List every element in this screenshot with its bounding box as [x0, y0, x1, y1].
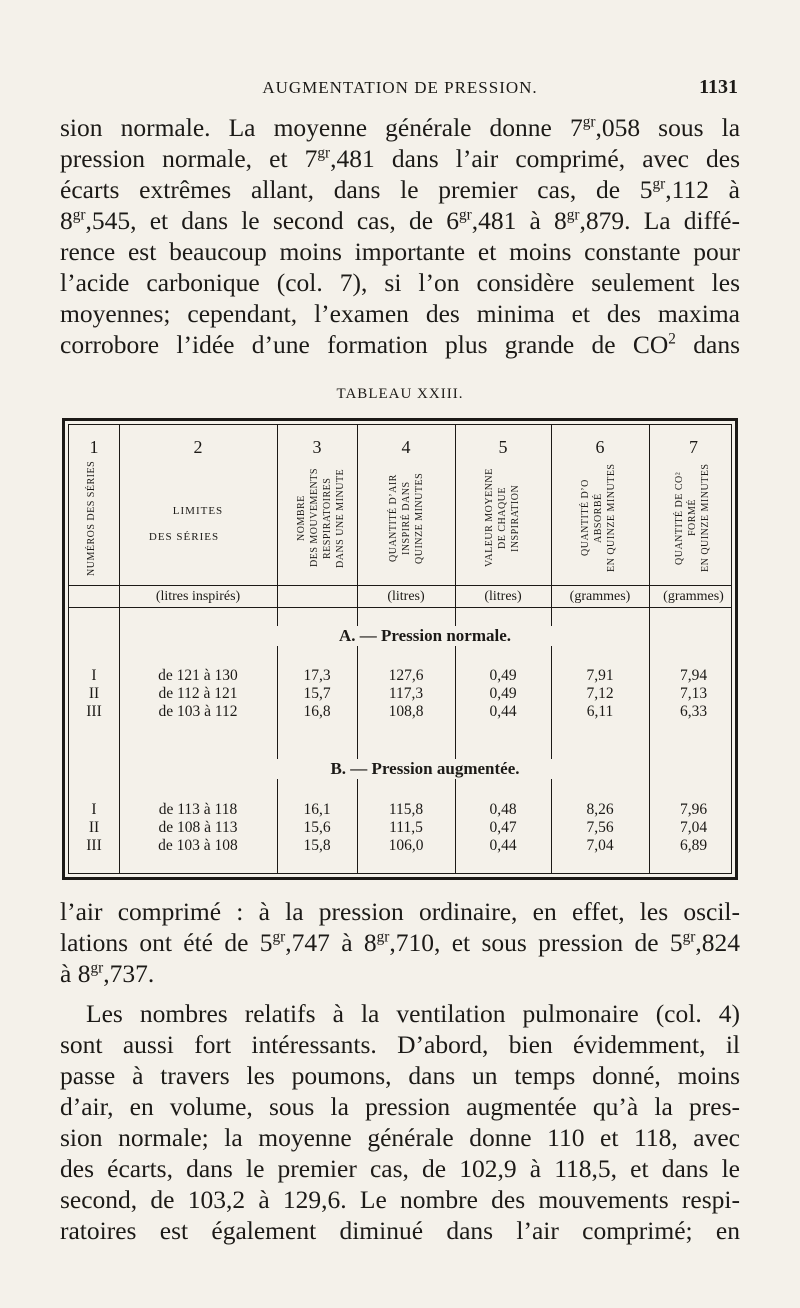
text-line: Les nombres relatifs à la ventilation pulmonaire (col. 4)	[86, 999, 740, 1028]
unit-grams: (grammes)	[569, 589, 631, 604]
table-cell: 7,56	[586, 819, 614, 836]
table-cell: 16,1	[303, 801, 331, 818]
text-line: $8^{gr},545$, et dans le second cas, de $6^{gr},481$ à $8^{gr},879$. La diffé-	[60, 206, 740, 235]
page-header	[60, 78, 740, 104]
text-line: lations ont été de $5^{gr},747$ à $8^{gr},710$, et sous pression de $5^{gr},824$	[60, 928, 740, 957]
paragraph-2	[60, 896, 740, 989]
col-number-4: 4	[401, 437, 411, 457]
table-cell: 0,47	[489, 819, 517, 836]
header-line: NOMBRE	[296, 495, 307, 541]
text-line: rence est beaucoup moins importante et moins constante pour	[60, 237, 740, 266]
table-cell: 17,3	[303, 667, 331, 684]
header-line: QUANTITÉ D’O	[580, 479, 591, 557]
table-cell: III	[86, 837, 102, 854]
table-cell: 0,44	[489, 703, 517, 720]
table-cell: 15,8	[303, 837, 331, 854]
header-limits-1: LIMITES	[172, 505, 224, 517]
page-number: 1131	[699, 76, 738, 98]
table-cell: 117,3	[388, 685, 424, 702]
unit-litres: (litres)	[484, 589, 522, 604]
table-cell: 106,0	[388, 837, 424, 854]
header-line: INSPIRÉ DANS	[401, 481, 412, 555]
text-line: des écarts, dans le premier cas, de 102,9 à 118,5, et dans le	[60, 1154, 740, 1183]
section-b-heading: B. — Pression augmentée.	[255, 759, 595, 779]
header-co2-formed	[673, 453, 712, 583]
table-cell: 0,49	[489, 685, 517, 702]
text-line: ratoires est également diminué dans l’air comprimé; en	[60, 1216, 740, 1245]
table-cell: I	[91, 667, 97, 684]
text-line: sont aussi fort intéressants. D’abord, bien évidemment, il	[60, 1030, 740, 1059]
table-title: TABLEAU XXIII.	[336, 386, 464, 402]
table-cell: 115,8	[388, 801, 424, 818]
text-line: pression normale, et $7^{gr},481$ dans l’air comprimé, avec des	[60, 144, 740, 173]
paragraph-2-text	[60, 896, 740, 989]
text-line: second, de 103,2 à 129,6. Le nombre des mouvements respi-	[60, 1185, 740, 1214]
table-cell: de 103 à 108	[158, 837, 238, 854]
table-cell: de 103 à 112	[158, 703, 238, 720]
header-line: FORMÉ	[687, 499, 698, 537]
unit-litres-inspired: (litres inspirés)	[155, 589, 241, 604]
table-cell: 7,04	[679, 819, 708, 836]
col-number-2: 2	[193, 437, 203, 457]
header-rule	[68, 585, 732, 586]
table-cell: 7,12	[586, 685, 614, 702]
table-cell: de 113 à 118	[158, 801, 238, 818]
header-line: EN QUINZE MINUTES	[606, 463, 617, 573]
header-mean-inspiration	[483, 453, 522, 583]
text-line: à $8^{gr},737$.	[60, 959, 155, 988]
table-cell: 7,91	[586, 667, 614, 684]
table-cell: 7,04	[586, 837, 614, 854]
section-a-heading: A. — Pression normale.	[265, 626, 585, 646]
header-line: QUINZE MINUTES	[414, 472, 425, 564]
paragraph-3-text	[60, 998, 740, 1246]
table-cell: II	[88, 685, 100, 702]
text-line: corrobore l’idée d’une formation plus grande de $CO^2$ dans	[60, 330, 740, 359]
table-cell: II	[88, 819, 100, 836]
text-line: sion normale. La moyenne générale donne $7^{gr},058$ sous la	[60, 113, 741, 142]
table-cell: 0,44	[489, 837, 517, 854]
text-line: sion normale; la moyenne générale donne 110 et 118, avec	[60, 1123, 740, 1152]
paragraph-1	[60, 112, 740, 360]
table-cell: 7,94	[679, 667, 708, 684]
header-line: DES MOUVEMENTS	[309, 468, 320, 568]
table-cell: 127,6	[388, 667, 424, 684]
table-cell: I	[91, 801, 97, 818]
table-cell: 15,6	[303, 819, 331, 836]
data-table	[62, 418, 738, 880]
table-cell: de 121 à 130	[158, 667, 238, 684]
units-rule	[68, 607, 732, 608]
table-cell: 7,13	[679, 685, 708, 702]
header-line: DE CHAQUE	[497, 487, 508, 549]
text-line: passe à travers les poumons, dans un temps donné, moins	[60, 1061, 740, 1090]
col-number-1: 1	[89, 437, 99, 457]
table-cell: de 112 à 121	[158, 685, 238, 702]
table-cell: 0,48	[489, 801, 517, 818]
unit-litres: (litres)	[387, 589, 425, 604]
table-cell: 0,49	[489, 667, 517, 684]
table-cell: 6,33	[679, 703, 708, 720]
header-respiratory-movements	[295, 453, 347, 583]
header-line: QUANTITÉ DE CO²	[674, 471, 685, 565]
table-cell: 111,5	[389, 819, 423, 836]
table-cell: 8,26	[586, 801, 614, 818]
col-number-5: 5	[498, 437, 508, 457]
header-oxygen-absorbed	[579, 453, 618, 583]
header-line: ABSORBÉ	[593, 493, 604, 543]
table-cell: 6,89	[679, 837, 708, 854]
header-line: DANS UNE MINUTE	[335, 468, 346, 568]
table-cell: 16,8	[303, 703, 331, 720]
col-number-3: 3	[312, 437, 322, 457]
col-number-7: 7	[689, 437, 698, 457]
table-cell: 15,7	[303, 685, 331, 702]
running-title: AUGMENTATION DE PRESSION.	[262, 78, 538, 97]
table-cell: 6,11	[586, 703, 614, 720]
header-line: EN QUINZE MINUTES	[700, 463, 711, 573]
text-line: l’acide carbonique (col. 7), si l’on considère seulement les	[60, 268, 740, 297]
paragraph-1-text	[60, 112, 740, 360]
text-line: écarts extrêmes allant, dans le premier cas, de $5^{gr},112$ à	[60, 175, 740, 204]
table-cell: 7,96	[679, 801, 708, 818]
table-cell: III	[86, 703, 102, 720]
header-air-inspired	[387, 453, 426, 583]
unit-grams: (grammes)	[663, 589, 724, 604]
table-cell: 108,8	[388, 703, 424, 720]
header-series-number: NUMÉROS DES SÉRIES	[86, 460, 97, 576]
text-line: d’air, en volume, sous la pression augmentée qu’à la pres-	[60, 1092, 740, 1121]
header-line: INSPIRATION	[510, 484, 521, 552]
text-line: moyennes; cependant, l’examen des minima et des maxima	[60, 299, 740, 328]
header-line: VALEUR MOYENNE	[484, 468, 495, 568]
text-line: l’air comprimé : à la pression ordinaire, en effet, les oscil-	[60, 897, 740, 926]
table-cell: de 108 à 113	[158, 819, 238, 836]
header-limits-2: DES SÉRIES	[148, 531, 220, 543]
paragraph-3	[60, 998, 740, 1246]
header-line: RESPIRATOIRES	[322, 477, 333, 559]
header-line: QUANTITÉ D’AIR	[388, 474, 399, 562]
col-number-6: 6	[595, 437, 605, 457]
